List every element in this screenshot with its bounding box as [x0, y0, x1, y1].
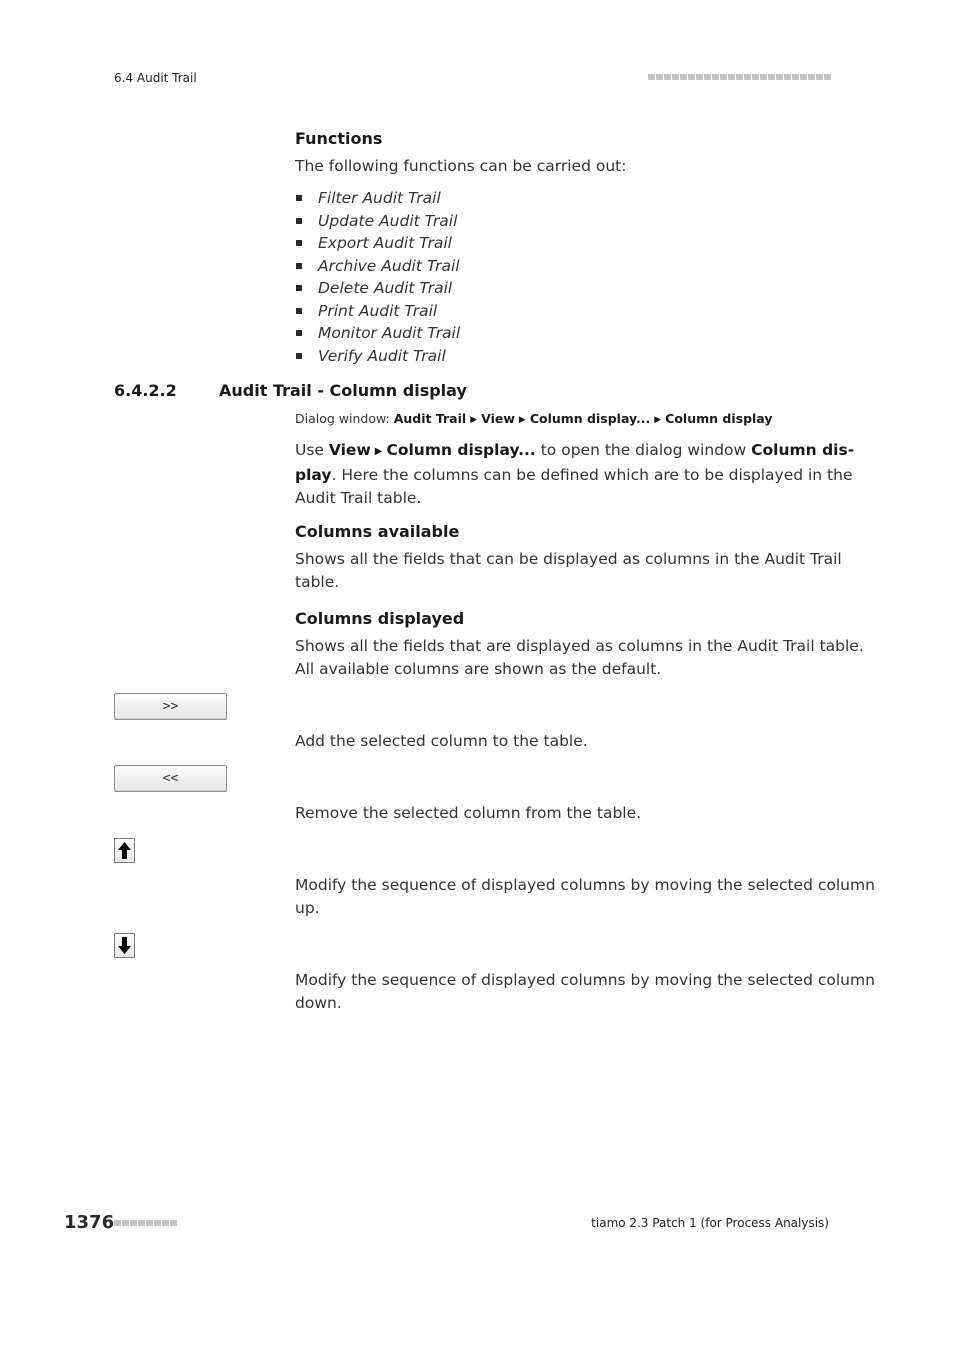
- arrow-up-icon: [117, 841, 132, 860]
- columns-available-heading: Columns available: [295, 522, 460, 541]
- add-column-button[interactable]: >>: [114, 693, 227, 720]
- intro-paragraph: Use View ▶ Column display... to open the dialog window Column dis- play. Here the columns can be defined which are to be displayed in the Audit Trail table.: [295, 441, 855, 507]
- remove-column-button[interactable]: <<: [114, 765, 227, 792]
- section-number: 6.4.2.2: [114, 381, 177, 400]
- list-item: Archive Audit Trail: [295, 255, 460, 278]
- move-down-button[interactable]: [114, 933, 135, 958]
- move-down-description: Modify the sequence of displayed columns by moving the selected column down.: [295, 971, 875, 1012]
- list-item: Verify Audit Trail: [295, 345, 460, 368]
- add-column-description: Add the selected column to the table.: [295, 732, 588, 750]
- list-item: Delete Audit Trail: [295, 277, 460, 300]
- header-decoration: [648, 74, 831, 80]
- list-item: Update Audit Trail: [295, 210, 460, 233]
- move-up-button[interactable]: [114, 838, 135, 863]
- functions-intro: The following functions can be carried out:: [295, 157, 627, 175]
- columns-available-text: Shows all the fields that can be displayed as columns in the Audit Trail table.: [295, 550, 842, 591]
- section-title: Audit Trail - Column display: [219, 381, 467, 400]
- list-item: Export Audit Trail: [295, 232, 460, 255]
- columns-displayed-text: Shows all the fields that are displayed as columns in the Audit Trail table. All available columns are shown as the default.: [295, 637, 864, 678]
- product-name: tiamo 2.3 Patch 1 (for Process Analysis): [591, 1216, 829, 1230]
- arrow-down-icon: [117, 936, 132, 955]
- move-up-description: Modify the sequence of displayed columns by moving the selected column up.: [295, 876, 875, 917]
- functions-list: [295, 187, 460, 367]
- footer-decoration: [114, 1220, 177, 1226]
- columns-displayed-heading: Columns displayed: [295, 609, 465, 628]
- list-item: Monitor Audit Trail: [295, 322, 460, 345]
- remove-column-description: Remove the selected column from the table.: [295, 804, 642, 822]
- dialog-path: Dialog window: Audit Trail ▶ View ▶ Column display... ▶ Column display: [295, 411, 773, 426]
- running-header-section: 6.4 Audit Trail: [114, 71, 197, 85]
- page-number: 1376: [64, 1212, 115, 1233]
- list-item: Print Audit Trail: [295, 300, 460, 323]
- list-item: Filter Audit Trail: [295, 187, 460, 210]
- functions-heading: Functions: [295, 129, 383, 148]
